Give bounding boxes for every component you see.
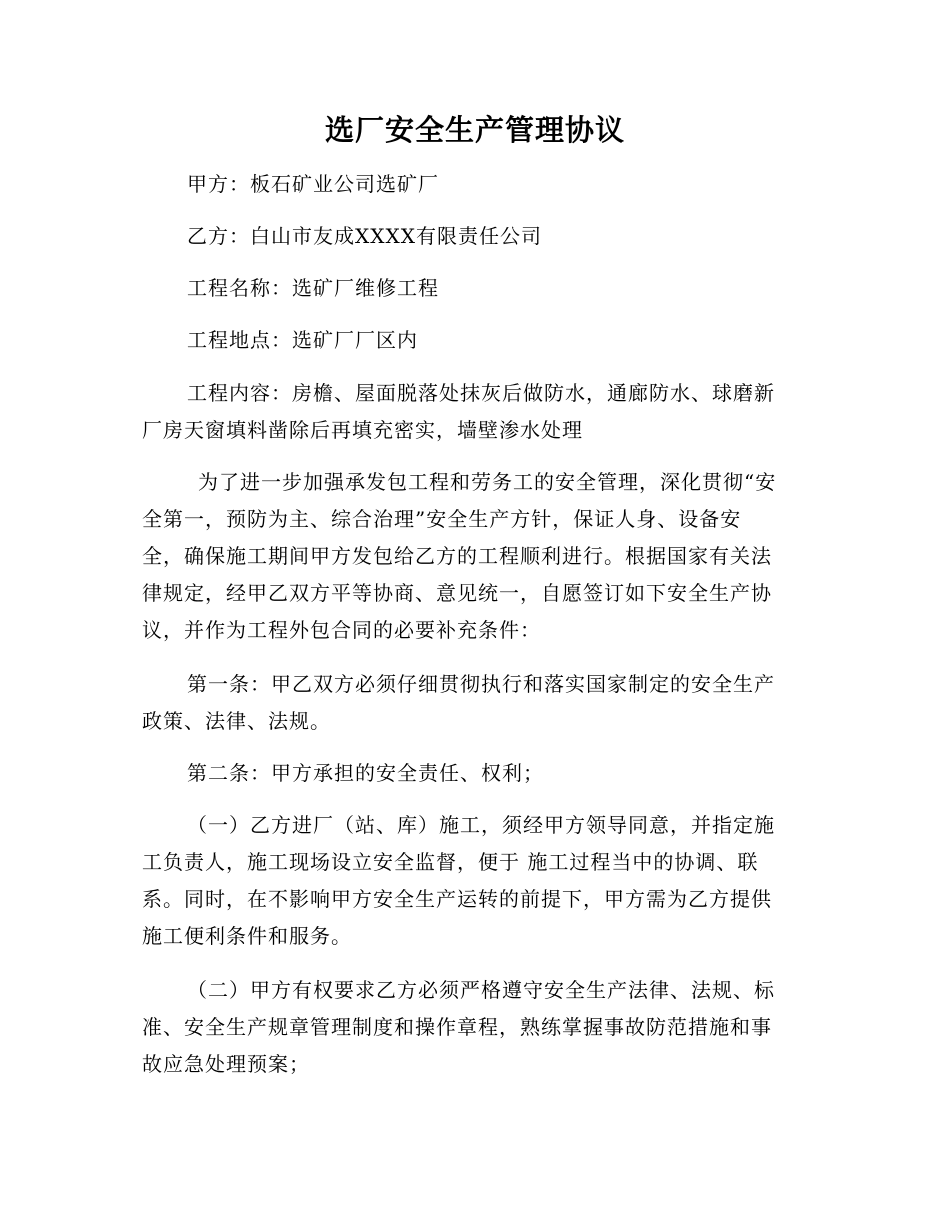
clause-2-line: 准、安全生产规章管理制度和操作章程，熟练掌握事故防范措施和事 [142, 1015, 772, 1039]
article-1-line: 第一条：甲乙双方必须仔细贯彻执行和落实国家制定的安全生产 [187, 672, 775, 696]
article-2-heading: 第二条：甲方承担的安全责任、权利； [187, 761, 544, 785]
project-location: 工程地点：选矿厂厂区内 [187, 328, 418, 352]
clause-1-line: 工负责人，施工现场设立安全监督，便于 施工过程当中的协调、联 [142, 850, 759, 874]
clause-2-line: 故应急处理预案； [142, 1052, 310, 1076]
intro-line: 律规定，经甲乙双方平等协商、意见统一，自愿签订如下安全生产协 [142, 581, 772, 605]
project-content-line: 厂房天窗填料凿除后再填充密实，墙壁渗水处理 [142, 418, 583, 442]
document-title: 选厂安全生产管理协议 [324, 113, 625, 147]
clause-1-line: （一）乙方进厂（站、库）施工，须经甲方领导同意，并指定施 [187, 813, 775, 837]
party-a: 甲方：板石矿业公司选矿厂 [187, 172, 439, 196]
intro-line: 全，确保施工期间甲方发包给乙方的工程顺利进行。根据国家有关法 [142, 544, 772, 568]
clause-2-line: （二）甲方有权要求乙方必须严格遵守安全生产法律、法规、标 [187, 978, 775, 1002]
clause-1-line: 系。同时，在不影响甲方安全生产运转的前提下，甲方需为乙方提供 [142, 887, 772, 911]
intro-line: 为了进一步加强承发包工程和劳务工的安全管理，深化贯彻“安 [198, 470, 777, 494]
clause-1-line: 施工便利条件和服务。 [142, 924, 352, 948]
article-1-line: 政策、法律、法规。 [142, 709, 331, 733]
intro-line: 议，并作为工程外包合同的必要补充条件： [142, 618, 541, 642]
project-name: 工程名称：选矿厂维修工程 [187, 276, 439, 300]
project-content-line: 工程内容：房檐、屋面脱落处抹灰后做防水，通廊防水、球磨新 [187, 381, 775, 405]
party-b: 乙方：白山市友成XXXX有限责任公司 [187, 224, 542, 248]
intro-line: 全第一，预防为主、综合治理”安全生产方针，保证人身、设备安 [142, 507, 742, 531]
